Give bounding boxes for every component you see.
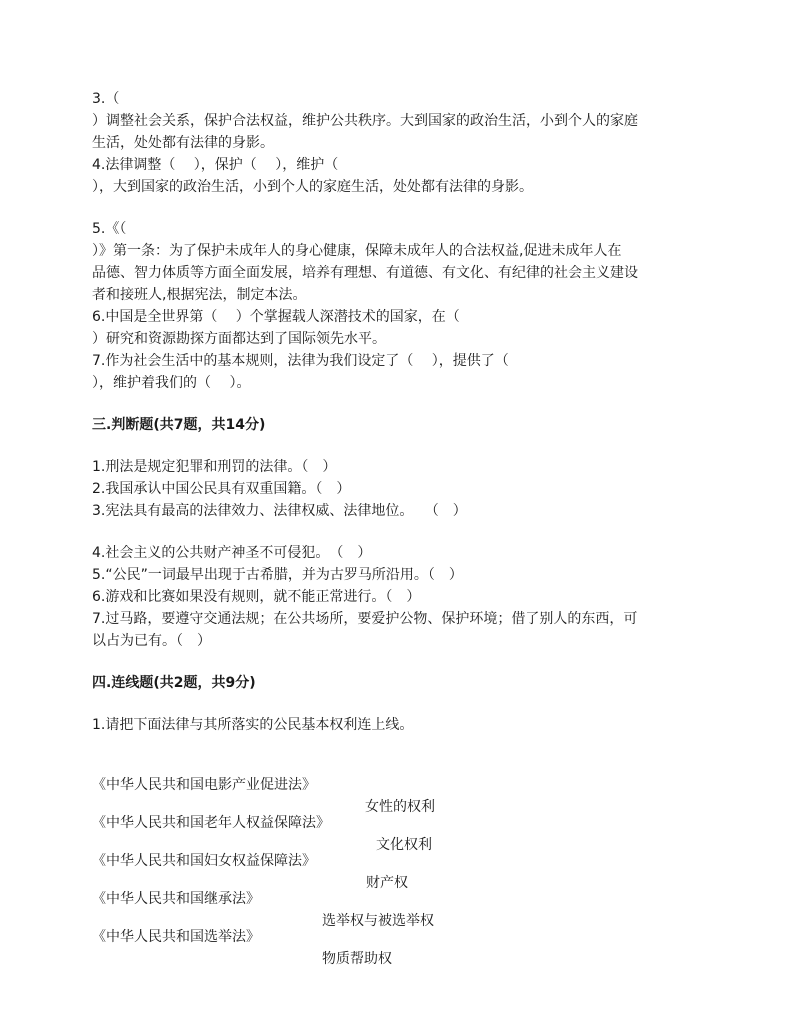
question-line: ）调整社会关系，保护合法权益，维护公共秩序。大到国家的政治生活，小到个人的家庭 (92, 113, 638, 129)
question-line: ）》第一条：为了保护未成年人的身心健康，保障未成年人的合法权益,促进未成年人在 (92, 243, 622, 259)
question-line: 品德、智力体质等方面全面发展，培养有理想、有道德、有文化、有纪律的社会主义建设 (92, 265, 638, 281)
judgement-item: 1.刑法是规定犯罪和刑罚的法律。（ ） (92, 459, 337, 475)
judgement-item: 3.宪法具有最高的法律效力、法律权威、法律地位。 （ ） (92, 503, 467, 519)
question-line: 5.《（ (92, 221, 127, 237)
section-heading-matching: 四.连线题(共2题，共9分) (92, 675, 256, 691)
right-name: 女性的权利 (365, 799, 435, 815)
judgement-item: 7.过马路，要遵守交通法规；在公共场所，要爱护公物、保护环境；借了别人的东西，可 (92, 611, 638, 627)
law-name: 《中华人民共和国老年人权益保障法》 (92, 815, 330, 831)
matching-row (92, 904, 712, 967)
question-4 (92, 154, 712, 198)
question-line: ），维护着我们的（ ）。 (92, 375, 251, 391)
matching-question: 1.请把下面法律与其所落实的公民基本权利连上线。 (92, 717, 414, 733)
document-page (92, 88, 712, 967)
judgement-item: 5.“公民”一词最早出现于古希腊，并为古罗马所沿用。（ ） (92, 567, 463, 583)
matching-row (92, 866, 712, 929)
right-name: 文化权利 (376, 837, 432, 853)
matching-row (92, 752, 712, 815)
judgement-item: 4.社会主义的公共财产神圣不可侵犯。 （ ） (92, 545, 372, 561)
matching-row (92, 790, 712, 853)
law-name: 《中华人民共和国妇女权益保障法》 (92, 853, 316, 869)
question-line: ）研究和资源勘探方面都达到了国际领先水平。 (92, 331, 386, 347)
question-line: 3.（ (92, 91, 120, 107)
section-heading-judgement: 三.判断题(共7题，共14分) (92, 417, 266, 433)
right-name: 财产权 (366, 875, 408, 891)
question-line: ），大到国家的政治生活，小到个人的家庭生活，处处都有法律的身影。 (92, 179, 533, 195)
question-line: 者和接班人,根据宪法，制定本法。 (92, 287, 307, 303)
question-3 (92, 88, 712, 154)
judgement-item: 2.我国承认中国公民具有双重国籍。（ ） (92, 481, 351, 497)
question-6 (92, 306, 712, 350)
question-line: 7.作为社会生活中的基本规则，法律为我们设定了（ ），提供了（ (92, 353, 509, 369)
matching-row (92, 828, 712, 891)
question-line: 6.中国是全世界第（ ）个掌握载人深潜技术的国家，在（ (92, 309, 460, 325)
judgement-item: 以占为已有。（ ） (92, 633, 211, 649)
question-7 (92, 350, 712, 394)
law-name: 《中华人民共和国电影产业促进法》 (92, 777, 316, 793)
judgement-item: 6.游戏和比赛如果没有规则，就不能正常进行。（ ） (92, 589, 421, 605)
question-5 (92, 218, 712, 306)
question-line: 生活，处处都有法律的身影。 (92, 135, 274, 151)
question-line: 4.法律调整（ ），保护（ ），维护（ (92, 157, 339, 173)
right-name: 物质帮助权 (322, 951, 392, 967)
law-name: 《中华人民共和国继承法》 (92, 891, 260, 907)
law-name: 《中华人民共和国选举法》 (92, 929, 260, 945)
right-name: 选举权与被选举权 (322, 913, 434, 929)
